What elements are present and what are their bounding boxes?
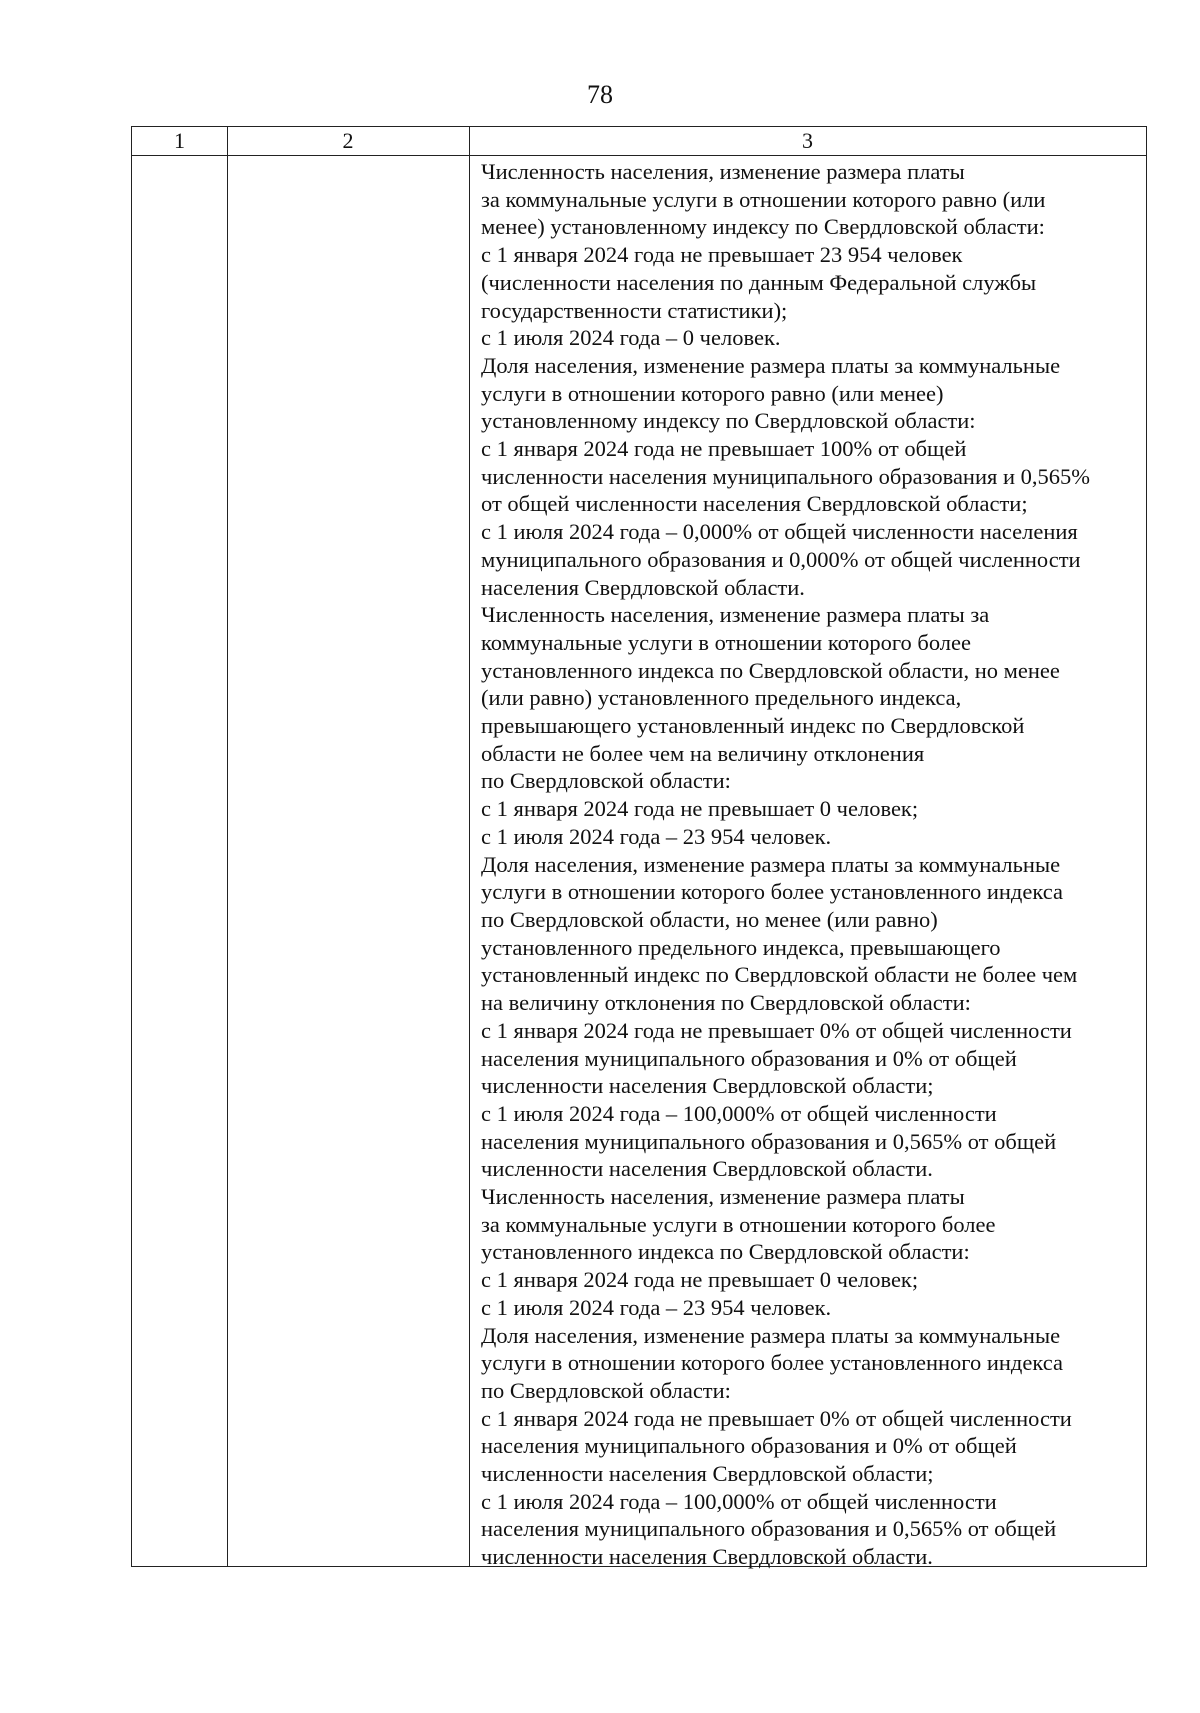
text-line: населения муниципального образования и 0,565% от общей [481,1128,1057,1154]
column-divider [227,127,228,1566]
text-line: Доля населения, изменение размера платы за коммунальные [481,851,1061,877]
document-table [131,126,1147,1570]
text-line: муниципального образования и 0,000% от общей численности [481,546,1081,572]
text-line: с 1 января 2024 года не превышает 0 человек; [481,796,919,822]
text-line: области не более чем на величину отклонения [481,740,925,766]
text-line: за коммунальные услуги в отношении которого более [481,1211,996,1237]
text-line: коммунальные услуги в отношении которого более [481,629,971,655]
header-col-2: 2 [342,128,354,153]
text-line: численности населения муниципального образования и 0,565% [481,463,1091,489]
text-line: менее) установленному индексу по Свердловской области: [481,214,1045,240]
text-line: населения Свердловской области. [481,574,805,600]
header-col-1: 1 [174,128,185,153]
header-col-3: 3 [802,128,813,153]
text-line: численности населения Свердловской области; [481,1461,934,1487]
text-line: Численность населения, изменение размера платы [481,1184,965,1210]
text-line: услуги в отношении которого более установленного индекса [481,879,1063,905]
text-line: численности населения Свердловской области. [481,1156,933,1182]
text-line: с 1 января 2024 года не превышает 100% от общей [481,436,967,462]
text-line: с 1 января 2024 года не превышает 0 человек; [481,1267,919,1293]
page-number: 78 [587,80,613,109]
text-line: услуги в отношении которого равно (или менее) [481,380,944,406]
text-line: с 1 июля 2024 года – 23 954 человек. [481,1294,832,1320]
text-line: населения муниципального образования и 0% от общей [481,1045,1017,1071]
text-line: с 1 июля 2024 года – 0,000% от общей численности населения [481,519,1078,545]
text-line: установленного индекса по Свердловской области, но менее [481,657,1060,683]
text-line: населения муниципального образования и 0% от общей [481,1433,1017,1459]
text-line: по Свердловской области, но менее (или равно) [481,906,938,932]
text-line: за коммунальные услуги в отношении которого равно (или [481,186,1046,212]
text-line: Численность населения, изменение размера платы за [481,602,990,628]
text-line: на величину отклонения по Свердловской области: [481,990,971,1016]
text-line: услуги в отношении которого более установленного индекса [481,1350,1063,1376]
text-line: Численность населения, изменение размера платы [481,159,965,184]
text-line: установленного индекса по Свердловской области: [481,1239,970,1265]
text-line: с 1 июля 2024 года – 100,000% от общей численности [481,1100,997,1126]
table-header-row [132,127,1146,156]
text-line: с 1 января 2024 года не превышает 23 954 человек [481,242,963,268]
text-line: установленного предельного индекса, превышающего [481,934,1001,960]
text-line: с 1 июля 2024 года – 0 человек. [481,325,781,351]
text-line: по Свердловской области: [481,768,731,794]
text-line: с 1 января 2024 года не превышает 0% от общей численности [481,1017,1072,1043]
text-line: установленному индексу по Свердловской области: [481,408,976,434]
text-line: с 1 января 2024 года не превышает 0% от общей численности [481,1405,1072,1431]
text-line: с 1 июля 2024 года – 23 954 человек. [481,823,832,849]
text-line: с 1 июля 2024 года – 100,000% от общей численности [481,1488,997,1514]
text-line: Доля населения, изменение размера платы за коммунальные [481,352,1061,378]
column-divider [469,127,470,1566]
text-line: установленный индекс по Свердловской области не более чем [481,962,1078,988]
text-line: по Свердловской области: [481,1377,731,1403]
text-line: (численности населения по данным Федеральной службы [481,269,1037,295]
text-line: населения муниципального образования и 0,565% от общей [481,1516,1057,1542]
text-line: численности населения Свердловской области; [481,1073,934,1099]
cell-col-3-content [481,158,1138,1571]
text-line: (или равно) установленного предельного индекса, [481,685,962,711]
text-line: Доля населения, изменение размера платы за коммунальные [481,1322,1061,1348]
text-line: превышающего установленный индекс по Свердловской [481,713,1025,739]
text-line: государственности статистики); [481,297,788,323]
text-line: от общей численности населения Свердловской области; [481,491,1028,517]
text-line: численности населения Свердловской области. [481,1544,933,1570]
